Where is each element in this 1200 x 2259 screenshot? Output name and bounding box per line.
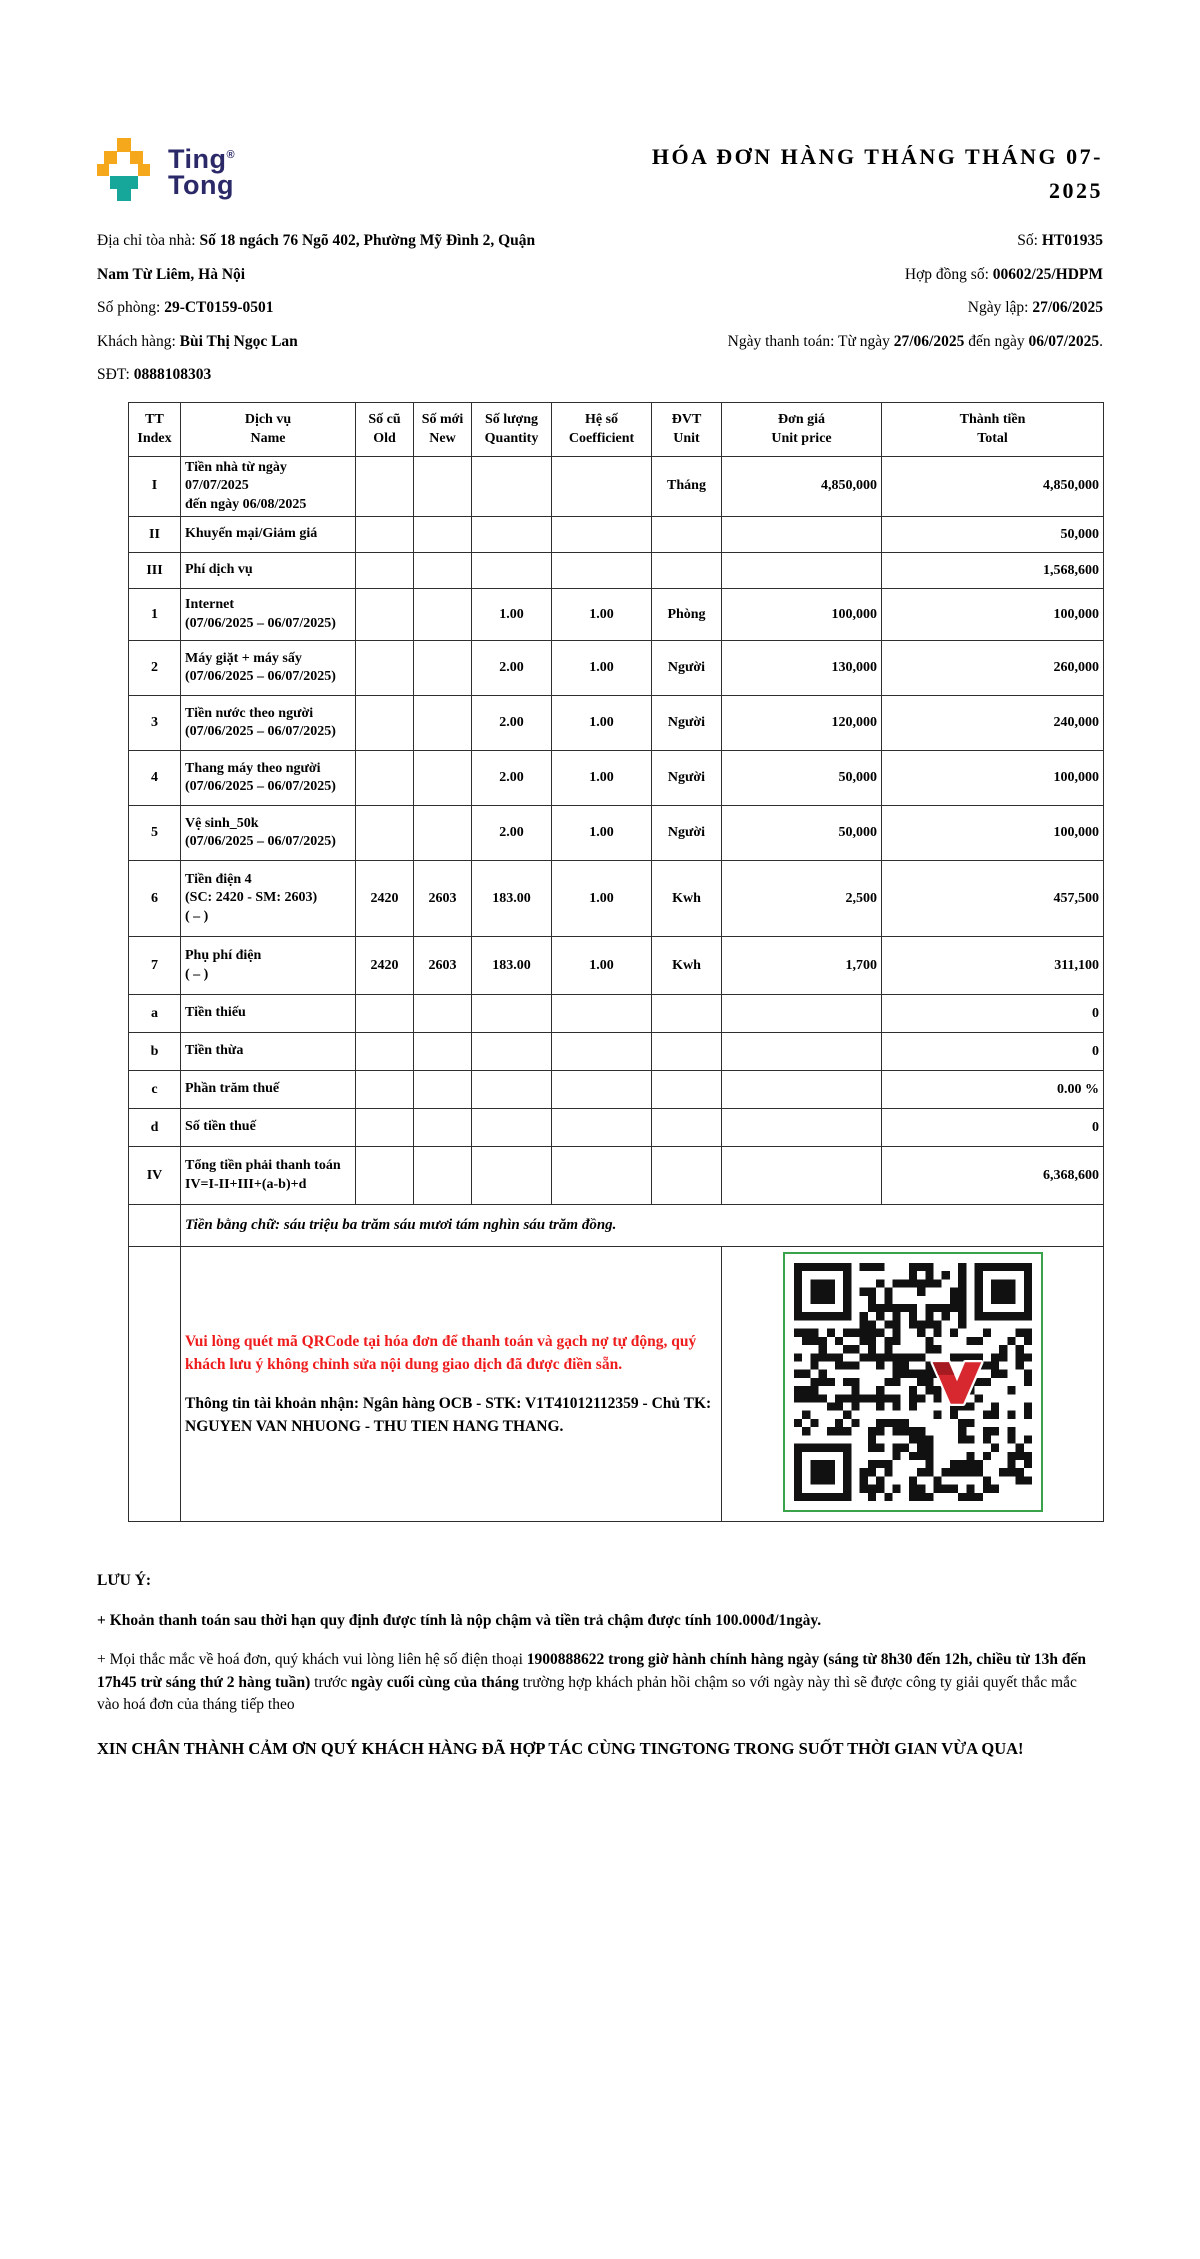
logo-pixel [97,164,109,176]
service-name: Tiền nhà từ ngày 07/07/2025 đến ngày 06/08/2025 [181,456,356,517]
table-row [129,937,1104,995]
table-row [129,806,1104,861]
new-reading [414,1147,472,1205]
line-total: 4,850,000 [882,456,1104,517]
old-reading [356,1109,414,1147]
quantity: 2.00 [472,751,552,806]
row-index: 6 [129,861,181,937]
new-reading: 2603 [414,937,472,995]
table-row [129,589,1104,641]
new-reading [414,589,472,641]
unit: Tháng [652,456,722,517]
old-reading [356,995,414,1033]
logo-pixel [110,176,138,189]
service-name: Khuyến mại/Giảm giá [181,517,356,553]
service-name: Máy giặt + máy sấy (07/06/2025 – 06/07/2025) [181,641,356,696]
unit-price [722,1033,882,1071]
coefficient: 1.00 [552,806,652,861]
line-total: 311,100 [882,937,1104,995]
coefficient [552,553,652,589]
coefficient [552,1147,652,1205]
new-reading [414,1071,472,1109]
quantity [472,1071,552,1109]
unit-price [722,1147,882,1205]
unit [652,1071,722,1109]
empty-cell [129,1247,181,1522]
unit-price: 2,500 [722,861,882,937]
coefficient: 1.00 [552,641,652,696]
row-index: 5 [129,806,181,861]
old-reading [356,1071,414,1109]
new-reading [414,1109,472,1147]
coefficient: 1.00 [552,589,652,641]
unit: Kwh [652,937,722,995]
coefficient [552,1033,652,1071]
quantity: 2.00 [472,641,552,696]
quantity: 183.00 [472,937,552,995]
new-reading [414,641,472,696]
row-index: c [129,1071,181,1109]
coefficient: 1.00 [552,751,652,806]
unit-price: 100,000 [722,589,882,641]
service-name: Phụ phí điện ( – ) [181,937,356,995]
line-total: 0 [882,1109,1104,1147]
new-reading [414,456,472,517]
service-name: Vệ sinh_50k (07/06/2025 – 06/07/2025) [181,806,356,861]
service-name: Tiền nước theo người (07/06/2025 – 06/07/2025) [181,696,356,751]
logo-pixel [138,164,150,176]
new-reading [414,517,472,553]
line-total: 0.00 % [882,1071,1104,1109]
table-row [129,751,1104,806]
old-reading [356,751,414,806]
quantity [472,517,552,553]
new-reading [414,696,472,751]
old-reading [356,641,414,696]
service-name: Tiền điện 4 (SC: 2420 - SM: 2603) ( – ) [181,861,356,937]
old-reading [356,553,414,589]
table-row [129,1033,1104,1071]
quantity: 2.00 [472,806,552,861]
logo-pixel [104,151,117,164]
unit-price [722,517,882,553]
footer-notes [97,1570,1103,1761]
unit [652,1147,722,1205]
old-reading [356,517,414,553]
invoice-header [97,138,1103,208]
service-name: Internet (07/06/2025 – 06/07/2025) [181,589,356,641]
unit-price: 50,000 [722,806,882,861]
payment-period-line: Ngày thanh toán: Từ ngày 27/06/2025 đến ngày 06/07/2025. [727,332,1103,350]
line-total: 0 [882,995,1104,1033]
col-header-new: Số mới New [414,402,472,456]
unit-price: 130,000 [722,641,882,696]
quantity [472,1109,552,1147]
table-row [129,995,1104,1033]
row-index: 7 [129,937,181,995]
quantity [472,995,552,1033]
logo-pixel [117,189,131,201]
contract-number-line: Hợp đồng số: 00602/25/HDPM [904,265,1103,283]
row-index: II [129,517,181,553]
receiving-account-info: Thông tin tài khoản nhận: Ngân hàng OCB - STK: V1T41012112359 - Chủ TK: NGUYEN VAN NHUONG - THU TIEN HANG THANG. [185,1395,712,1435]
unit-price: 50,000 [722,751,882,806]
coefficient [552,995,652,1033]
row-index: III [129,553,181,589]
new-reading: 2603 [414,861,472,937]
unit-price [722,995,882,1033]
tingtong-logo-icon [97,138,153,202]
invoice-meta [97,224,1103,392]
coefficient [552,1109,652,1147]
logo-line-2: Tong [168,170,234,200]
col-header-coefficient: Hệ số Coefficient [552,402,652,456]
table-row [129,1071,1104,1109]
new-reading [414,806,472,861]
row-index: b [129,1033,181,1071]
service-name: Tiền thừa [181,1033,356,1071]
qr-code-pattern [794,1263,1032,1501]
line-total: 1,568,600 [882,553,1104,589]
tingtong-logo-text [168,142,235,198]
row-index: 4 [129,751,181,806]
invoice-title: HÓA ĐƠN HÀNG THÁNG THÁNG 07-2025 [651,144,1103,203]
unit [652,995,722,1033]
table-row [129,641,1104,696]
new-reading [414,751,472,806]
line-total: 100,000 [882,589,1104,641]
room-number-line: Số phòng: 29-CT0159-0501 [97,299,274,316]
line-total: 50,000 [882,517,1104,553]
customer-line: Khách hàng: Bùi Thị Ngọc Lan [97,332,298,350]
grand-total-amount: 6,368,600 [882,1147,1104,1205]
new-reading [414,995,472,1033]
invoice-number-line: Số: HT01935 [1017,232,1103,249]
col-header-quantity: Số lượng Quantity [472,402,552,456]
logo-pixel [130,151,143,164]
unit-price [722,1109,882,1147]
quantity [472,1033,552,1071]
unit [652,1109,722,1147]
meta-right-column [567,224,1103,392]
unit-price [722,1071,882,1109]
new-reading [414,553,472,589]
old-reading [356,696,414,751]
qr-code [783,1252,1043,1512]
service-name: Tổng tiền phải thanh toán IV=I-II+III+(a-b)+d [181,1147,356,1205]
col-header-old: Số cũ Old [356,402,414,456]
unit-price: 1,700 [722,937,882,995]
unit-price: 4,850,000 [722,456,882,517]
qr-v-logo [930,1356,984,1410]
table-row [129,553,1104,589]
coefficient [552,1071,652,1109]
coefficient [552,517,652,553]
qr-cell [722,1247,1104,1522]
quantity [472,553,552,589]
service-name: Phí dịch vụ [181,553,356,589]
line-total: 100,000 [882,806,1104,861]
coefficient: 1.00 [552,937,652,995]
quantity: 1.00 [472,589,552,641]
logo-line-1: Ting® [168,144,236,174]
table-header-row [129,402,1104,456]
line-total: 260,000 [882,641,1104,696]
table-row [129,456,1104,517]
quantity [472,1147,552,1205]
line-total: 457,500 [882,861,1104,937]
coefficient: 1.00 [552,861,652,937]
unit [652,1033,722,1071]
unit-price [722,553,882,589]
unit [652,517,722,553]
payment-instructions [181,1247,722,1522]
unit-price: 120,000 [722,696,882,751]
table-row [129,861,1104,937]
table-row [129,1109,1104,1147]
unit [652,553,722,589]
registered-mark: ® [226,149,236,161]
new-reading [414,1033,472,1071]
amount-in-words-row [129,1205,1104,1247]
old-reading [356,1033,414,1071]
invoice-table [128,402,1104,1523]
line-total: 0 [882,1033,1104,1071]
phone-line: SĐT: 0888108303 [97,366,212,383]
col-header-total: Thành tiền Total [882,402,1104,456]
row-index: IV [129,1147,181,1205]
logo-pixel [117,138,131,152]
building-address-line: Địa chỉ tòa nhà: Số 18 ngách 76 Ngõ 402, Phường Mỹ Đình 2, Quận Nam Từ Liêm, Hà Nội [97,232,536,283]
service-name: Thang máy theo người (07/06/2025 – 06/07/2025) [181,751,356,806]
quantity: 2.00 [472,696,552,751]
issue-date-line: Ngày lập: 27/06/2025 [967,299,1103,316]
payment-row [129,1247,1104,1522]
unit: Người [652,751,722,806]
row-index: 1 [129,589,181,641]
old-reading: 2420 [356,937,414,995]
coefficient [552,456,652,517]
table-row [129,696,1104,751]
line-total: 240,000 [882,696,1104,751]
thank-you-message: XIN CHÂN THÀNH CẢM ƠN QUÝ KHÁCH HÀNG ĐÃ HỢP TÁC CÙNG TINGTONG TRONG SUỐT THỜI GIAN VỪA QUA! [97,1738,1024,1758]
col-header-unit-price: Đơn giá Unit price [722,402,882,456]
quantity [472,456,552,517]
old-reading [356,456,414,517]
old-reading [356,1147,414,1205]
qr-instruction-text: Vui lòng quét mã QRCode tại hóa đơn để thanh toán và gạch nợ tự động, quý khách lưu ý không chỉnh sửa nội dung giao dịch đã được điền sẵn. [185,1333,697,1373]
unit: Phòng [652,589,722,641]
empty-cell [129,1205,181,1247]
quantity: 183.00 [472,861,552,937]
late-payment-note: + Khoản thanh toán sau thời hạn quy định được tính là nộp chậm và tiền trả chậm được tính 100.000đ/1ngày. [97,1611,822,1629]
row-index: I [129,456,181,517]
col-header-index: TT Index [129,402,181,456]
unit: Kwh [652,861,722,937]
old-reading [356,589,414,641]
coefficient: 1.00 [552,696,652,751]
unit: Người [652,641,722,696]
tingtong-logo [97,138,235,202]
meta-left-column [97,224,567,392]
row-index: d [129,1109,181,1147]
unit: Người [652,806,722,861]
table-row [129,517,1104,553]
row-index: 3 [129,696,181,751]
amount-in-words: Tiền bằng chữ: sáu triệu ba trăm sáu mươi tám nghìn sáu trăm đồng. [181,1205,1104,1247]
service-name: Số tiền thuế [181,1109,356,1147]
service-name: Tiền thiếu [181,995,356,1033]
col-header-unit: ĐVT Unit [652,402,722,456]
notes-heading: LƯU Ý: [97,1572,152,1589]
old-reading: 2420 [356,861,414,937]
line-total: 100,000 [882,751,1104,806]
row-index: a [129,995,181,1033]
service-name: Phần trăm thuế [181,1071,356,1109]
row-index: 2 [129,641,181,696]
hotline-note: + Mọi thắc mắc về hoá đơn, quý khách vui lòng liên hệ số điện thoại 1900888622 trong giờ hành chính hàng ngày (sáng từ 8h30 đến 12h, chiều từ 13h đến 17h45 trừ sáng thứ 2 hàng tuần) trước ngày cuối cùng của tháng trường hợp khách phản hồi chậm so với ngày này thì sẽ được công ty giải quyết thắc mắc vào hoá đơn của tháng tiếp theo [97,1651,1086,1713]
col-header-name: Dịch vụ Name [181,402,356,456]
table-row-grand-total [129,1147,1104,1205]
old-reading [356,806,414,861]
unit: Người [652,696,722,751]
